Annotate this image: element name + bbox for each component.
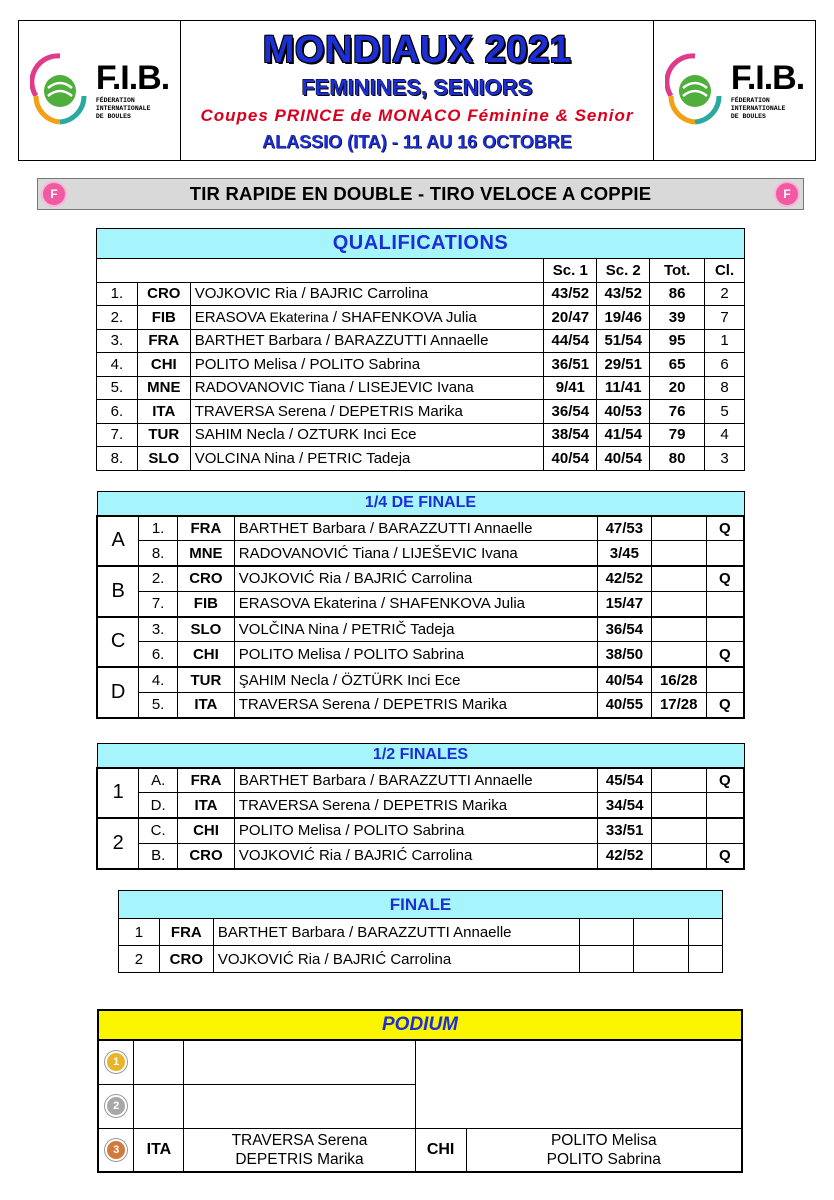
- third-nation-a: ITA: [134, 1128, 184, 1172]
- podium-row-gold: [98, 1040, 742, 1084]
- final-title: FINALE: [119, 891, 723, 919]
- qualified-mark: [706, 591, 744, 616]
- qualified-mark: [706, 818, 744, 843]
- table-row: 8. SLO VOLCINA Nina / PETRIC Tadeja 40/54 40/54 80 3: [97, 447, 745, 471]
- qualified-mark: Q: [706, 768, 744, 793]
- qualified-mark: Q: [706, 566, 744, 591]
- table-row: 1. CRO VOJKOVIC Ria / BAJRIC Carrolina 43/52 43/52 86 2: [97, 282, 745, 306]
- sub-title: FEMININES, SENIORS: [301, 74, 533, 100]
- table-row: 8. MNE RADOVANOVIĆ Tiana / LIJEŠEVIC Ivana 3/45: [97, 541, 744, 566]
- qualifications-title: QUALIFICATIONS: [97, 229, 745, 259]
- podium-title: PODIUM: [98, 1010, 742, 1040]
- logo-full-name: FÉDERATION INTERNATIONALE DE BOULES: [95, 96, 151, 120]
- qualified-mark: [706, 793, 744, 818]
- table-row: 2 CRO VOJKOVIĆ Ria / BAJRIĆ Carrolina: [119, 946, 723, 973]
- third-team-a: TRAVERSA Serena DEPETRIS Marika: [184, 1128, 415, 1172]
- fib-logo-right: [653, 21, 815, 160]
- podium-table: [97, 1009, 743, 1173]
- place-date: ALASSIO (ITA) - 11 AU 16 OCTOBRE: [262, 131, 572, 152]
- qualified-mark: Q: [706, 843, 744, 868]
- table-row: 1 A. FRA BARTHET Barbara / BARAZZUTTI Annaelle 45/54 Q: [97, 768, 744, 793]
- table-row: D. ITA TRAVERSA Serena / DEPETRIS Marika 34/54: [97, 793, 744, 818]
- female-badge-icon: F: [774, 181, 800, 207]
- main-title: MONDIAUX 2021: [262, 28, 572, 71]
- quarter-final-title: 1/4 DE FINALE: [97, 492, 744, 516]
- table-row: 6. CHI POLITO Melisa / POLITO Sabrina 38/50 Q: [97, 642, 744, 667]
- logo-full-name: FÉDERATION INTERNATIONALE DE BOULES: [730, 96, 786, 120]
- podium-row-bronze: [98, 1128, 742, 1172]
- qualified-mark: [706, 667, 744, 692]
- table-row: 4. CHI POLITO Melisa / POLITO Sabrina 36/51 29/51 65 6: [97, 353, 745, 377]
- table-row: 5. MNE RADOVANOVIC Tiana / LISEJEVIC Ivana 9/41 11/41 20 8: [97, 376, 745, 400]
- female-badge-icon: F: [41, 181, 67, 207]
- table-row: A 1. FRA BARTHET Barbara / BARAZZUTTI Annaelle 47/53 Q: [97, 516, 744, 541]
- table-row: C 3. SLO VOLČINA Nina / PETRIČ Tadeja 36/54: [97, 617, 744, 642]
- table-row: 3. FRA BARTHET Barbara / BARAZZUTTI Annaelle 44/54 51/54 95 1: [97, 329, 745, 353]
- event-title-bar: [37, 178, 804, 210]
- table-row: 2 C. CHI POLITO Melisa / POLITO Sabrina 33/51: [97, 818, 744, 843]
- semi-final-title: 1/2 FINALES: [97, 744, 744, 768]
- qualified-mark: Q: [706, 693, 744, 718]
- cup-title: Coupes PRINCE de MONACO Féminine & Senior: [200, 105, 634, 125]
- fib-logo-mark-icon: [665, 48, 725, 134]
- silver-medal-icon: 2: [105, 1095, 127, 1117]
- qualified-mark: [706, 617, 744, 642]
- third-nation-b: CHI: [415, 1128, 466, 1172]
- qualifications-table: [96, 228, 745, 471]
- third-team-b: POLITO Melisa POLITO Sabrina: [466, 1128, 742, 1172]
- quarter-final-table: [96, 491, 745, 719]
- table-row: 7. TUR SAHIM Necla / OZTURK Inci Ece 38/54 41/54 79 4: [97, 423, 745, 447]
- final-table: [118, 890, 723, 973]
- col-classement: Cl.: [705, 259, 745, 283]
- col-score-1: Sc. 1: [544, 259, 597, 283]
- table-row: B. CRO VOJKOVIĆ Ria / BAJRIĆ Carrolina 42/52 Q: [97, 843, 744, 868]
- gold-medal-icon: 1: [105, 1051, 127, 1073]
- logo-abbreviation: F.I.B.: [730, 58, 805, 97]
- event-title: TIR RAPIDE EN DOUBLE - TIRO VELOCE A COPPIE: [189, 183, 652, 204]
- table-row: 6. ITA TRAVERSA Serena / DEPETRIS Marika 36/54 40/53 76 5: [97, 400, 745, 424]
- group-label: B: [97, 566, 139, 617]
- semi-final-table: [96, 743, 745, 870]
- qualified-mark: Q: [706, 642, 744, 667]
- table-row: 7. FIB ERASOVA Ekaterina / SHAFENKOVA Julia 15/47: [97, 591, 744, 616]
- qualified-mark: Q: [706, 516, 744, 541]
- table-row: B 2. CRO VOJKOVIĆ Ria / BAJRIĆ Carrolina 42/52 Q: [97, 566, 744, 591]
- fib-logo-left: [19, 21, 181, 160]
- table-row: 2. FIB ERASOVA Ekaterina / SHAFENKOVA Julia 20/47 19/46 39 7: [97, 306, 745, 330]
- table-row: D 4. TUR ŞAHIM Necla / ÖZTÜRK Inci Ece 40/54 16/28: [97, 667, 744, 692]
- group-label: C: [97, 617, 139, 668]
- col-total: Tot.: [650, 259, 705, 283]
- bronze-medal-icon: 3: [105, 1139, 127, 1161]
- table-row: 5. ITA TRAVERSA Serena / DEPETRIS Marika 40/55 17/28 Q: [97, 693, 744, 718]
- fib-logo-mark-icon: [30, 48, 90, 134]
- group-label: A: [97, 516, 139, 567]
- table-row: 1 FRA BARTHET Barbara / BARAZZUTTI Annaelle: [119, 919, 723, 946]
- group-label: 2: [97, 818, 139, 869]
- logo-abbreviation: F.I.B.: [95, 58, 170, 97]
- document-header: [18, 20, 816, 161]
- col-score-2: Sc. 2: [597, 259, 650, 283]
- group-label: 1: [97, 768, 139, 819]
- qualified-mark: [706, 541, 744, 566]
- group-label: D: [97, 667, 139, 718]
